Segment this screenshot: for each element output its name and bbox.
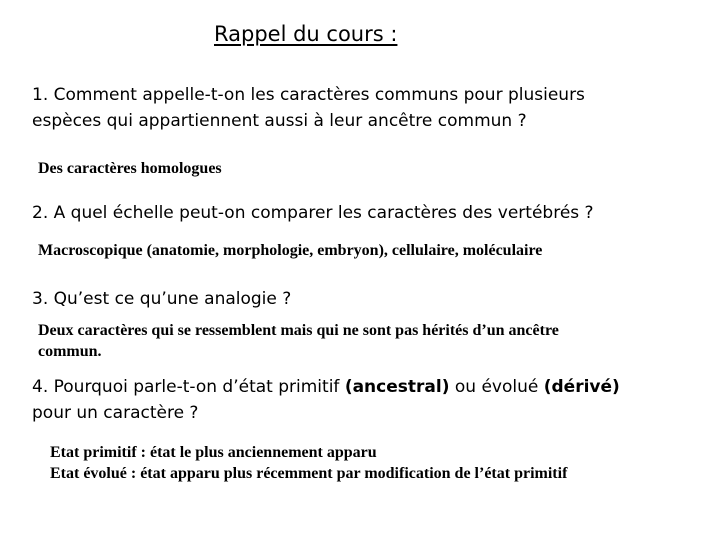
question-3 <box>32 286 291 312</box>
question-2-line: 2. A quel échelle peut-on comparer les caractères des vertébrés ? <box>32 203 594 223</box>
derived-term: (dérivé) <box>543 377 620 397</box>
question-2 <box>32 200 594 226</box>
answer-4 <box>50 442 567 484</box>
answer-3-line-1: Deux caractères qui se ressemblent mais qui ne sont pas hérités d’un ancêtre <box>38 322 559 339</box>
answer-2: Macroscopique (anatomie, morphologie, embryon), cellulaire, moléculaire <box>38 242 543 259</box>
question-1 <box>32 82 585 134</box>
answer-1: Des caractères homologues <box>38 160 222 177</box>
question-4-text-a: 4. Pourquoi parle-t-on d’état primitif <box>32 377 345 397</box>
answer-4-line-2: Etat évolué : état apparu plus récemment par modification de l’état primitif <box>50 465 568 482</box>
question-4-line-2: pour un caractère ? <box>32 403 199 423</box>
question-4-line-1 <box>32 374 620 400</box>
slide-title: Rappel du cours : <box>214 22 398 46</box>
answer-3-line-2: commun. <box>38 343 102 360</box>
answer-4-line-1: Etat primitif : état le plus anciennement apparu <box>50 444 377 461</box>
question-4 <box>32 374 620 426</box>
question-1-line-2: espèces qui appartiennent aussi à leur ancêtre commun ? <box>32 111 527 131</box>
question-4-text-b: ou évolué <box>449 377 544 397</box>
answer-3 <box>38 320 559 362</box>
question-1-line-1: 1. Comment appelle-t-on les caractères communs pour plusieurs <box>32 85 585 105</box>
question-3-line: 3. Qu’est ce qu’une analogie ? <box>32 289 292 309</box>
ancestral-term: (ancestral) <box>344 377 450 397</box>
